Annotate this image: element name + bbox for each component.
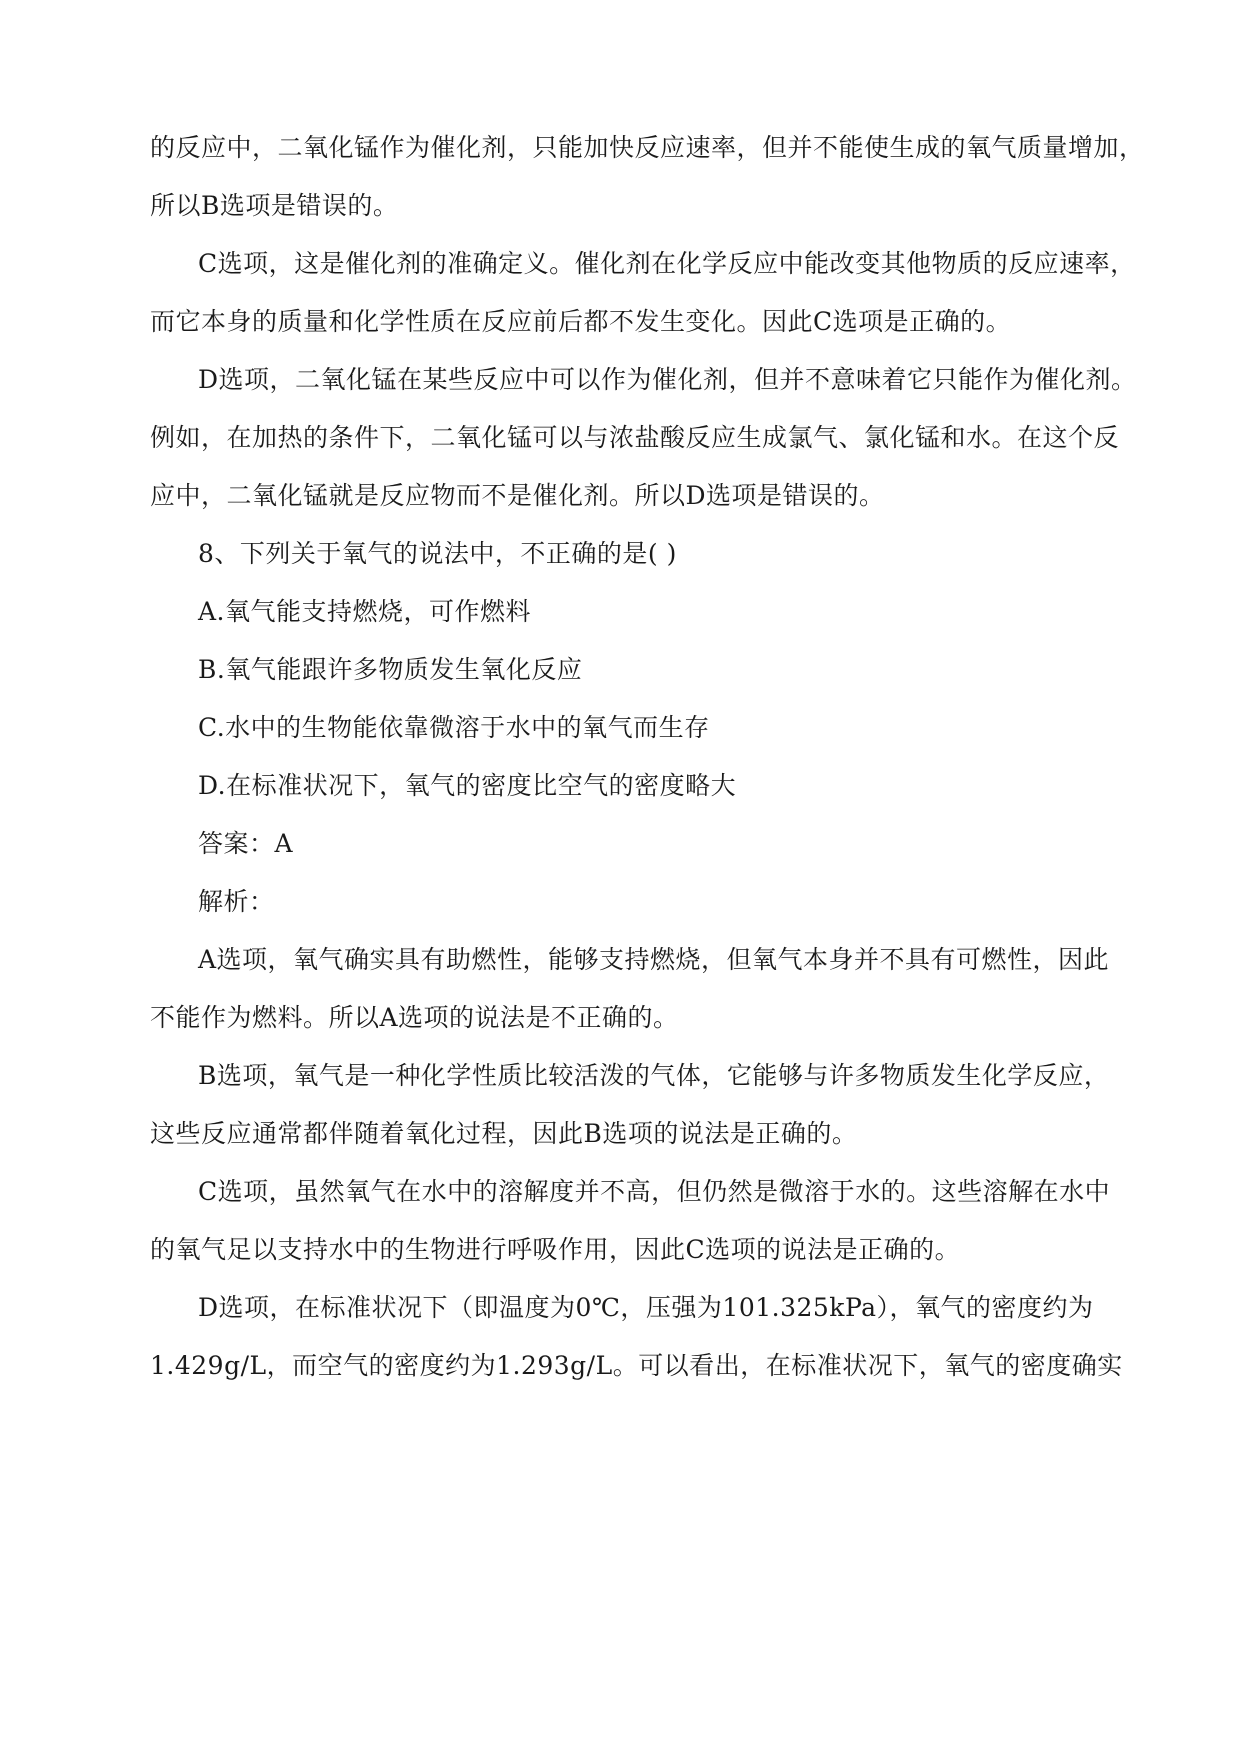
text-line: 例如，在加热的条件下，二氧化锰可以与浓盐酸反应生成氯气、氯化锰和水。在这个反 bbox=[150, 423, 1120, 452]
question-heading: 8、下列关于氧气的说法中，不正确的是( ) bbox=[198, 539, 677, 568]
text-line: 1.429g/L，而空气的密度约为1.293g/L。可以看出，在标准状况下，氧气的密度确实 bbox=[150, 1351, 1123, 1380]
text-line: 应中，二氧化锰就是反应物而不是催化剂。所以D选项是错误的。 bbox=[150, 481, 885, 510]
text-line: D选项，二氧化锰在某些反应中可以作为催化剂，但并不意味着它只能作为催化剂。 bbox=[198, 365, 1137, 394]
option-c: C.水中的生物能依靠微溶于水中的氧气而生存 bbox=[198, 713, 710, 742]
text-line: 的氧气足以支持水中的生物进行呼吸作用，因此C选项的说法是正确的。 bbox=[150, 1235, 961, 1264]
option-b: B.氧气能跟许多物质发生氧化反应 bbox=[198, 655, 583, 684]
text-line: 这些反应通常都伴随着氧化过程，因此B选项的说法是正确的。 bbox=[150, 1119, 858, 1148]
text-line: 不能作为燃料。所以A选项的说法是不正确的。 bbox=[150, 1003, 679, 1032]
text-line: A选项，氧气确实具有助燃性，能够支持燃烧，但氧气本身并不具有可燃性，因此 bbox=[198, 945, 1110, 974]
text-line: D选项，在标准状况下（即温度为0℃，压强为101.325kPa），氧气的密度约为 bbox=[198, 1293, 1094, 1322]
option-d: D.在标准状况下，氧气的密度比空气的密度略大 bbox=[198, 771, 737, 800]
option-a: A.氧气能支持燃烧，可作燃料 bbox=[198, 597, 532, 626]
text-line: C选项，这是催化剂的准确定义。催化剂在化学反应中能改变其他物质的反应速率， bbox=[198, 249, 1136, 278]
analysis-label: 解析： bbox=[198, 887, 275, 916]
text-line: C选项，虽然氧气在水中的溶解度并不高，但仍然是微溶于水的。这些溶解在水中 bbox=[198, 1177, 1111, 1206]
text-line: 所以B选项是错误的。 bbox=[150, 191, 399, 220]
answer-line: 答案：A bbox=[198, 829, 294, 858]
text-line: 的反应中，二氧化锰作为催化剂，只能加快反应速率，但并不能使生成的氧气质量增加， bbox=[150, 133, 1145, 162]
text-line: B选项，氧气是一种化学性质比较活泼的气体，它能够与许多物质发生化学反应， bbox=[198, 1061, 1110, 1090]
text-line: 而它本身的质量和化学性质在反应前后都不发生变化。因此C选项是正确的。 bbox=[150, 307, 1012, 336]
